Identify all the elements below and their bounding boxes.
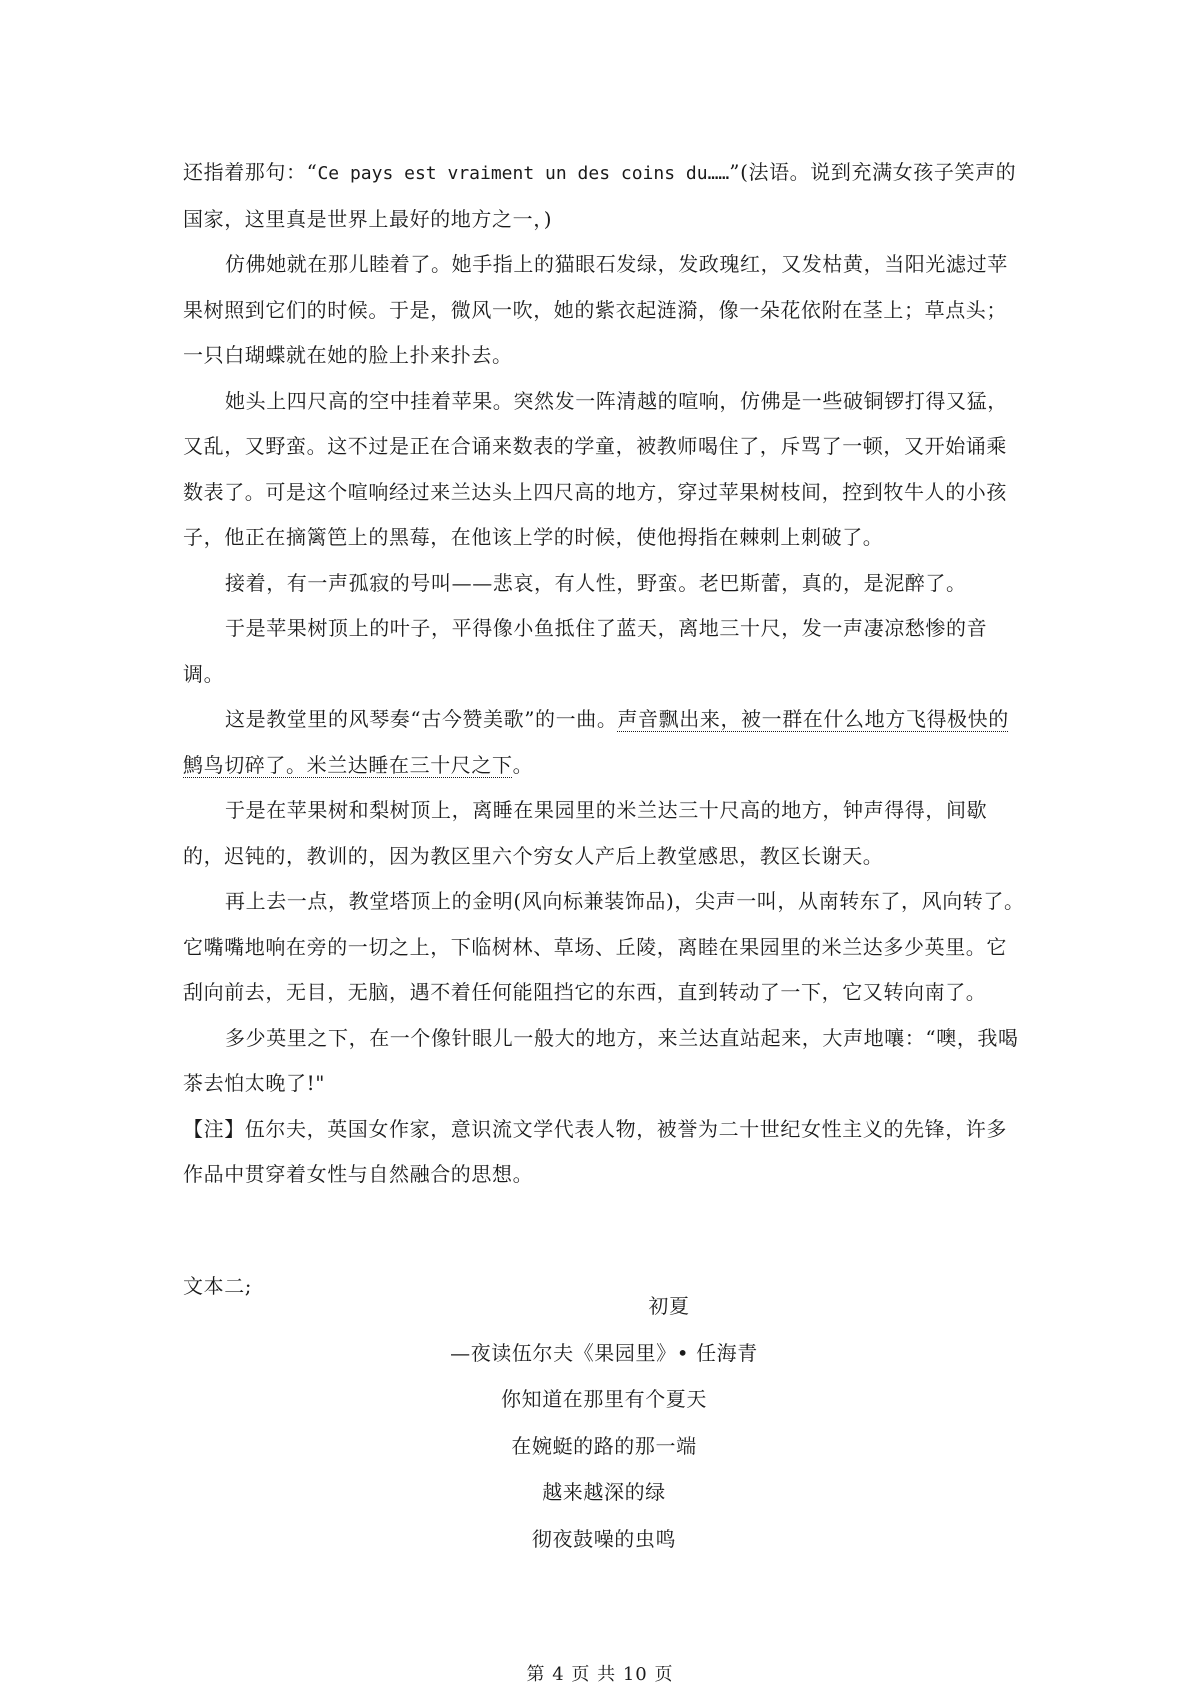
paragraph-6 bbox=[183, 697, 1025, 788]
paragraph-4: 接着，有一声孤寂的号叫——悲哀，有人性，野蛮。老巴斯蕾，真的，是泥醉了。 bbox=[225, 570, 967, 595]
poem-line: 彻夜鼓噪的虫鸣 bbox=[531, 1526, 677, 1551]
author-note: 【注】伍尔夫，英国女作家，意识流文学代表人物，被誉为二十世纪女性主义的先锋，许多作品中贯穿着女性与自然融合的思想。 bbox=[183, 1116, 1007, 1186]
poem-line: 你知道在那里有个夏天 bbox=[501, 1387, 707, 1411]
paragraph-6-text-end: 。 bbox=[512, 752, 534, 777]
poem-subtitle: —夜读伍尔夫《果园里》• 任海青 bbox=[450, 1340, 758, 1365]
paragraph-1-text: 还指着那句：“ bbox=[183, 160, 318, 184]
paragraph-1-text-end: ”(法语。说到充满女孩子笑声的国家，这里真是世界上最好的地方之一，) bbox=[183, 160, 1017, 231]
underlined-sentence: 声音飘出来，被一群在什么地方飞得极快的鹪鸟切碎了。米兰达睡在三十尺之下 bbox=[183, 707, 1009, 777]
section-spacer bbox=[183, 1198, 1025, 1264]
article-body bbox=[183, 150, 1025, 1309]
paragraph-1 bbox=[183, 150, 1025, 242]
paragraph-5: 于是苹果树顶上的叶子，平得像小鱼抵住了蓝天，离地三十尺，发一声凄凉愁惨的音调。 bbox=[183, 616, 988, 686]
page-footer: 第 4 页 共 10 页 bbox=[526, 1664, 674, 1685]
paragraph-2: 仿佛她就在那儿睦着了。她手指上的猫眼石发绿，发政瑰红，又发枯黄，当阳光滤过苹果树照到它们的时候。于是，微风一吹，她的紫衣起涟漪，像一朵花依附在茎上；草点头；一只白瑚蝶就在她的脸上扑来扑去。 bbox=[183, 252, 1008, 367]
section-label: 文本二; bbox=[183, 1273, 253, 1298]
paragraph-8: 再上去一点，教堂塔顶上的金明(风向标兼装饰品)，尖声一叫，从南转东了，风向转了。它嘴嘴地响在旁的一切之上，下临树林、草场、丘陵，离睦在果园里的米兰达多少英里。它刮向前去，无目，无脑，遇不着任何能阻挡它的东西，直到转动了一下，它又转向南了。 bbox=[183, 889, 1025, 1004]
poem-line: 越来越深的绿 bbox=[542, 1480, 666, 1504]
paragraph-6-text: 这是教堂里的风琴奏“古今赞美歌”的一曲。 bbox=[225, 707, 618, 731]
poem-line: 在婉蜓的路的那一端 bbox=[511, 1433, 697, 1458]
poem-title: 初夏 bbox=[648, 1294, 690, 1318]
paragraph-9: 多少英里之下，在一个像针眼儿一般大的地方，来兰达直站起来，大声地嚷：“噢，我喝茶去怕太晚了!" bbox=[183, 1025, 1019, 1095]
paragraph-3: 她头上四尺高的空中挂着苹果。突然发一阵清越的喧响，仿佛是一些破铜锣打得又猛，又乱，又野蛮。这不过是正在合诵来数表的学童，被教师喝住了，斥骂了一顿，又开始诵乘数表了。可是这个喧响经过来兰达头上四尺高的地方，穿过苹果树枝间，控到牧牛人的小孩子，他正在摘篱笆上的黑莓，在他该上学的时候，使他拇指在棘刺上刺破了。 bbox=[183, 388, 1008, 549]
french-quote: Ce pays est vraiment un des coins du…… bbox=[317, 163, 730, 184]
poem bbox=[183, 1283, 1025, 1562]
paragraph-7: 于是在苹果树和梨树顶上，离睡在果园里的米兰达三十尺高的地方，钟声得得，间歇的，迟钝的，教训的，因为教区里六个穷女人产后上教堂感思，教区长谢天。 bbox=[183, 798, 988, 868]
